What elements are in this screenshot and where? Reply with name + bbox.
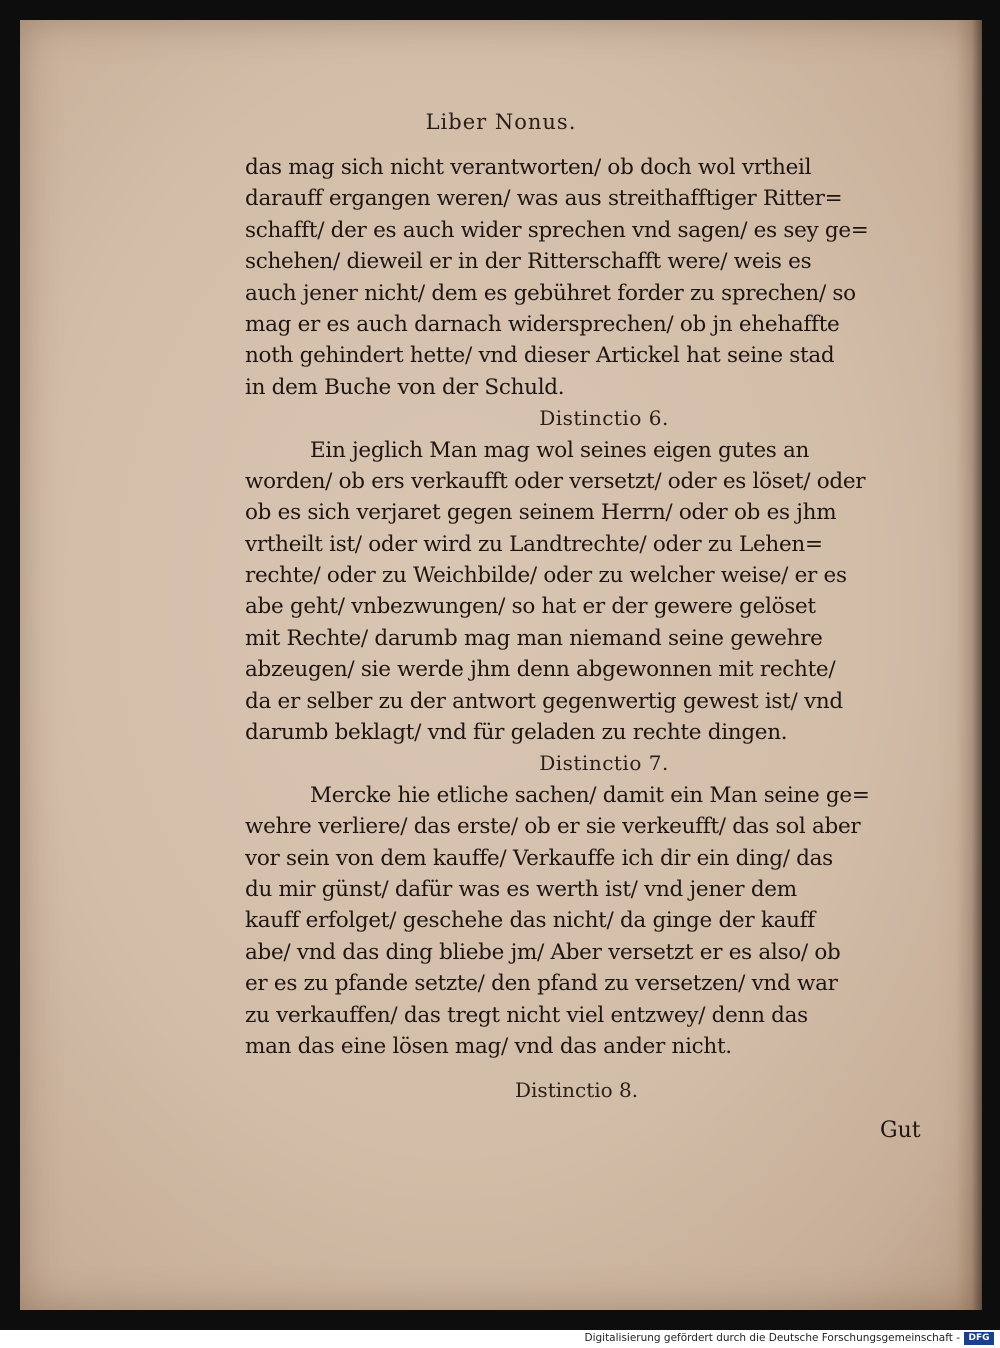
text-line: vrtheilt ist/ oder wird zu Landtrechte/ oder zu Lehen= (245, 531, 823, 557)
footer-bar (0, 1330, 1000, 1348)
text-line: noth gehindert hette/ vnd dieser Artickel hat seine stad (245, 343, 835, 369)
text-line: man das eine lösen mag/ vnd das ander nicht. (245, 1033, 732, 1059)
section-heading-distinctio-6: Distinctio 6. (539, 406, 669, 431)
text-line: abe/ vnd das ding bliebe jm/ Aber versetzt er es also/ ob (245, 939, 841, 965)
text-line: in dem Buche von der Schuld. (245, 374, 565, 400)
text-line: zu verkauffen/ das tregt nicht viel entzwey/ denn das (245, 1002, 808, 1028)
text-line: darauff ergangen weren/ was aus streithafftiger Ritter= (245, 186, 843, 212)
section-heading-distinctio-7: Distinctio 7. (539, 751, 669, 776)
running-head: Liber Nonus. (425, 110, 577, 134)
text-line: darumb beklagt/ vnd für geladen zu rechte dingen. (245, 720, 788, 746)
catchword: Gut (880, 1118, 921, 1143)
text-line: ob es sich verjaret gegen seinem Herrn/ oder ob es jhm (245, 500, 837, 526)
text-line: da er selber zu der antwort gegenwertig gewest ist/ vnd (245, 688, 843, 714)
book-page (20, 20, 982, 1310)
text-line: mit Rechte/ darumb mag man niemand seine gewehre (245, 625, 823, 651)
text-line: schafft/ der es auch wider sprechen vnd sagen/ es sey ge= (245, 217, 869, 243)
text-line: rechte/ oder zu Weichbilde/ oder zu welcher weise/ er es (245, 563, 847, 589)
text-line: er es zu pfande setzte/ den pfand zu versetzen/ vnd war (245, 971, 838, 997)
text-line: du mir günst/ dafür was es werth ist/ vnd jener dem (245, 876, 797, 902)
text-line: Mercke hie etliche sachen/ damit ein Man seine ge= (310, 782, 870, 808)
section-heading-distinctio-8: Distinctio 8. (515, 1078, 639, 1102)
text-line: auch jener nicht/ dem es gebühret forder zu sprechen/ so (245, 280, 856, 306)
text-line: schehen/ dieweil er in der Ritterschafft were/ weis es (245, 249, 812, 275)
text-line: wehre verliere/ das erste/ ob er sie verkeufft/ das sol aber (245, 814, 861, 840)
text-line: abzeugen/ sie werde jhm denn abgewonnen mit rechte/ (245, 657, 836, 683)
text-line: kauff erfolget/ geschehe das nicht/ da ginge der kauff (245, 908, 815, 934)
text-line: vor sein von dem kauffe/ Verkauffe ich dir ein ding/ das (245, 845, 833, 871)
text-line: abe geht/ vnbezwungen/ so hat er der gewere gelöset (245, 594, 816, 620)
text-line: worden/ ob ers verkaufft oder versetzt/ oder es löset/ oder (245, 468, 866, 494)
text-line: mag er es auch darnach widersprechen/ ob jn ehehaffte (245, 311, 840, 337)
dfg-logo: DFG (964, 1332, 994, 1345)
body-text (245, 152, 963, 1062)
text-line: Ein jeglich Man mag wol seines eigen gutes an (310, 437, 810, 463)
funding-notice: Digitalisierung gefördert durch die Deutsche Forschungsgemeinschaft - (584, 1332, 960, 1344)
text-line: das mag sich nicht verantworten/ ob doch wol vrtheil (245, 155, 812, 180)
